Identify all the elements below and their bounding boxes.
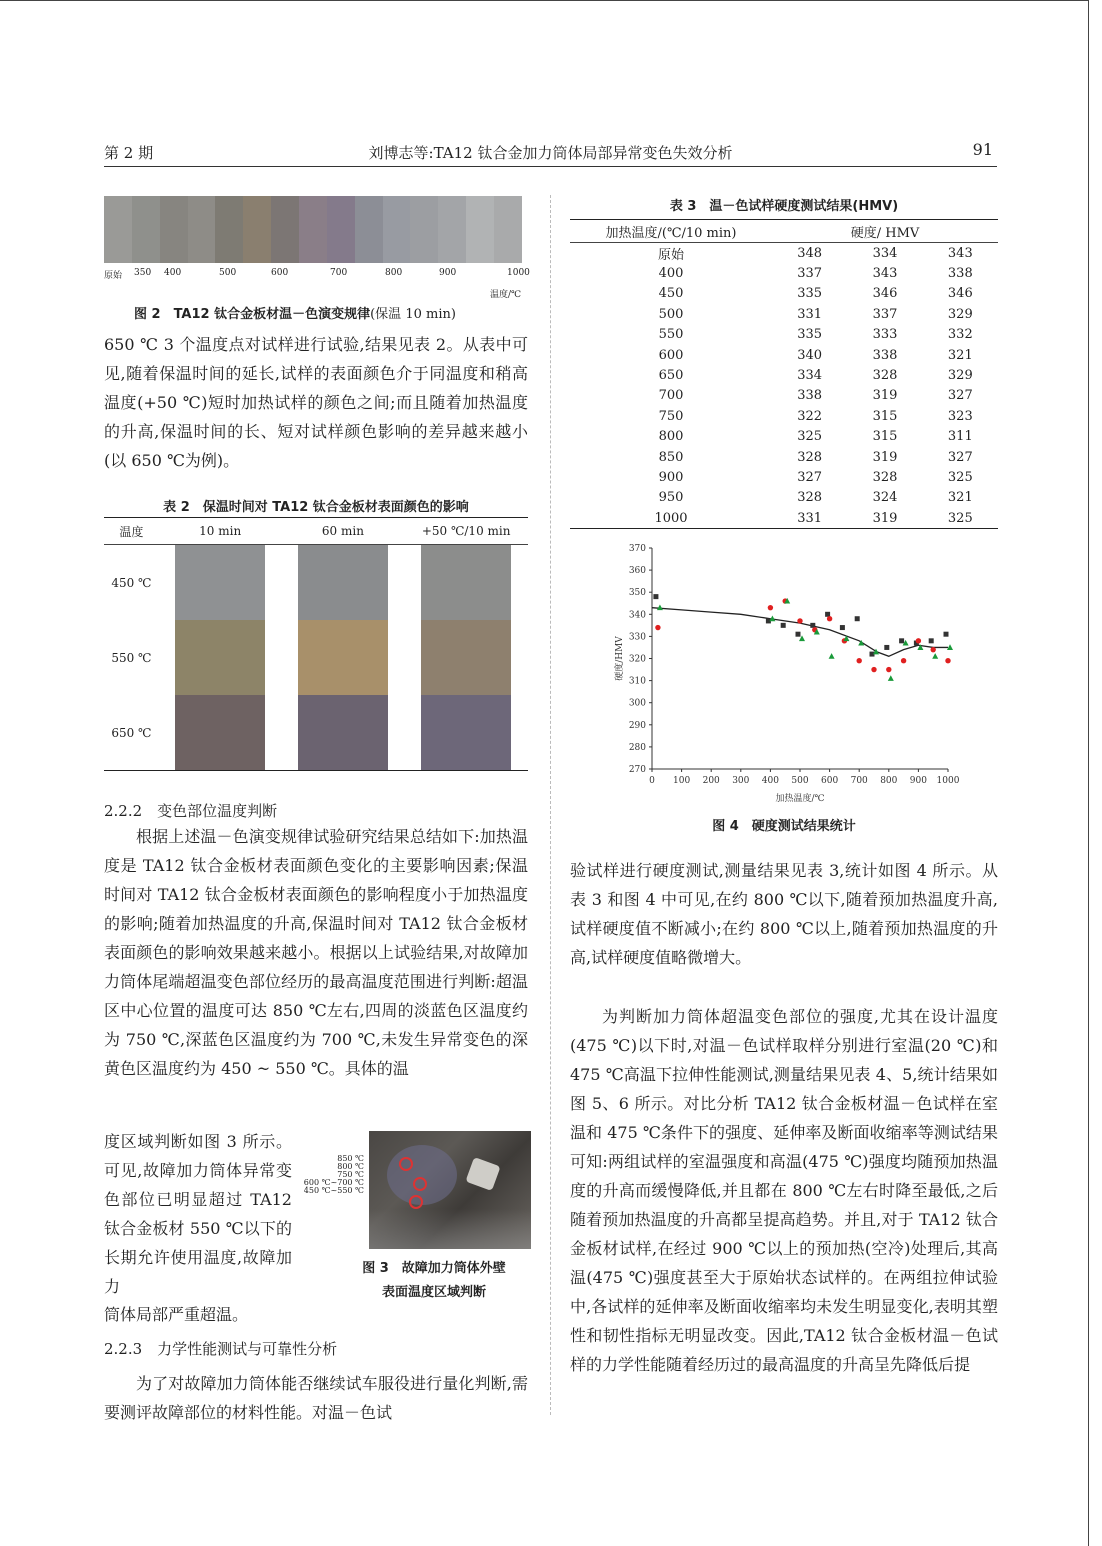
chart-point-circle bbox=[655, 625, 660, 630]
table3-row bbox=[570, 304, 998, 324]
chart-point-triangle bbox=[829, 653, 835, 659]
table2-header: +50 ℃/10 min bbox=[404, 518, 528, 545]
table3-hardness-cell: 331 bbox=[797, 510, 823, 526]
table2-color-sample bbox=[298, 695, 388, 770]
chart-x-tick-label: 200 bbox=[702, 776, 720, 786]
chart-point-square bbox=[929, 638, 934, 643]
chart-y-tick-label: 310 bbox=[628, 676, 646, 687]
chart-y-tick-label: 370 bbox=[628, 544, 646, 554]
table3-temp-cell: 600 bbox=[658, 347, 684, 363]
chart-point-square bbox=[944, 632, 949, 637]
table3-hardness-cell: 333 bbox=[872, 327, 898, 343]
table2-color-sample bbox=[421, 695, 511, 770]
fig2-swatch bbox=[271, 196, 299, 263]
table3-temp-cell: 700 bbox=[658, 388, 684, 404]
fig2-swatch bbox=[188, 196, 216, 263]
table2-temp-cell: 450 ℃ bbox=[111, 575, 152, 590]
table3-row bbox=[570, 467, 998, 487]
fig3-label: 750 ℃ bbox=[337, 1170, 364, 1179]
table3-hardness-cell: 328 bbox=[797, 490, 823, 506]
chart-point-circle bbox=[871, 667, 876, 672]
paragraph-right-1: 验试样进行硬度测试,测量结果见表 3,统计如图 4 所示。从表 3 和图 4 中可见,在约 800 ℃以下,随着预加热温度升高,试样硬度值不断减小;在约 800 ℃以上,随着预加热温度的升高,试样硬度值略微增大。 bbox=[570, 861, 998, 967]
chart-point-triangle bbox=[657, 604, 663, 610]
fig2-axis-label: 800 bbox=[385, 268, 403, 278]
table3-hardness-cell: 328 bbox=[797, 449, 823, 465]
chart-point-square bbox=[899, 638, 904, 643]
table3-row bbox=[570, 243, 998, 264]
table3-hardness-cell: 327 bbox=[797, 469, 823, 485]
table2-sample-cell bbox=[159, 695, 282, 771]
table3-temp-cell: 900 bbox=[658, 469, 684, 485]
fig2-swatch bbox=[327, 196, 355, 263]
table3-hardness-cell: 323 bbox=[947, 408, 973, 424]
table2-sample-cell bbox=[282, 695, 405, 771]
table3-temp-cell: 原始 bbox=[657, 247, 684, 263]
fig2-axis-labels bbox=[104, 268, 528, 282]
table3-row bbox=[570, 427, 998, 447]
table3-temp-cell: 750 bbox=[658, 408, 684, 424]
running-title: 刘博志等:TA12 钛合金加力筒体局部异常变色失效分析 bbox=[368, 144, 733, 162]
fig3-label: 450 ℃~550 ℃ bbox=[303, 1186, 364, 1195]
paragraph-right-2: 为判断加力筒体超温变色部位的强度,尤其在设计温度(475 ℃)以下时,对温－色试样取样分别进行室温(20 ℃)和 475 ℃高温下拉伸性能测试,测量结果见表 4、5,统计结果如图 5、6 所示。对比分析 TA12 钛合金板材温－色试样在室温和 475 ℃条件下的强度、延伸率及断面收缩率等测试结果可知:两组试样的室温强度和高温(475 ℃)强度均随预加热温度的升高而缓慢降低,并且都在 800 ℃左右时降至最低,之后随着预加热温度的升高都呈提高趋势。并且,对于 TA12 钛合金板材试样,在经过 900 ℃以上的预加热(空冷)处理后,其高温(475 ℃)强度甚至大于原始状态试样的。在两组拉伸试验中,各试样的延伸率及断面收缩率均未发生明显变化,表明其塑性和韧性指标无明显改变。因此,TA12 钛合金板材温－色试样的力学性能随着经历过的最高温度的升高呈先降低后提 bbox=[570, 1007, 998, 1374]
section-heading-2-2-3: 2.2.3 力学性能测试与可靠性分析 bbox=[104, 1340, 338, 1358]
table3-hardness-cell: 335 bbox=[797, 286, 823, 302]
table2-row bbox=[104, 695, 528, 771]
chart-point-circle bbox=[945, 658, 950, 663]
chart-point-circle bbox=[827, 616, 832, 621]
fig2-swatch bbox=[466, 196, 494, 263]
chart-x-label: 加热温度/℃ bbox=[775, 794, 825, 804]
fig3-label: 850 ℃ bbox=[337, 1154, 364, 1163]
table3-header-right: 硬度/ HMV bbox=[772, 220, 998, 243]
crop-mark-top bbox=[0, 0, 1088, 1]
table3-caption: 表 3 温－色试样硬度测试结果(HMV) bbox=[669, 199, 899, 214]
table3-temp-cell: 850 bbox=[658, 449, 684, 465]
table3-row bbox=[570, 365, 998, 385]
chart-point-circle bbox=[857, 658, 862, 663]
crop-mark-right bbox=[1088, 0, 1089, 1546]
chart-point-square bbox=[781, 623, 786, 628]
chart-y-tick-label: 270 bbox=[628, 765, 646, 775]
fig3-labels bbox=[298, 1155, 364, 1195]
table2-color-sample bbox=[175, 620, 265, 695]
table2-sample-cell bbox=[404, 620, 528, 695]
fig2-axis-unit: 温度/℃ bbox=[490, 290, 522, 300]
table3-hardness-cell: 315 bbox=[872, 429, 898, 445]
table2-color-sample bbox=[421, 620, 511, 695]
table2-sample-cell bbox=[159, 545, 282, 621]
table3-row bbox=[570, 263, 998, 283]
chart-point-circle bbox=[931, 647, 936, 652]
table3-hardness-cell: 322 bbox=[797, 408, 823, 424]
table3-hardness-cell: 324 bbox=[872, 490, 898, 506]
fig3-caption-line1: 图 3 故障加力筒体外壁 bbox=[362, 1261, 506, 1276]
chart-point-triangle bbox=[888, 675, 894, 681]
table2-temp-cell: 550 ℃ bbox=[111, 650, 152, 665]
table2-sample-cell bbox=[282, 545, 405, 621]
chart-point-square bbox=[796, 632, 801, 637]
table2-sample-cell bbox=[404, 545, 528, 621]
table2-sample-cell bbox=[159, 620, 282, 695]
fig3-photo bbox=[369, 1131, 531, 1249]
table3-hardness-cell: 343 bbox=[947, 245, 973, 261]
fig2-swatch bbox=[438, 196, 466, 263]
running-header bbox=[104, 140, 997, 167]
fig2-swatch bbox=[355, 196, 383, 263]
chart-y-tick-label: 280 bbox=[628, 742, 646, 753]
chart-x-tick-label: 1000 bbox=[936, 776, 960, 786]
chart-x-tick-label: 300 bbox=[732, 776, 750, 786]
table3-row bbox=[570, 406, 998, 426]
chart-y-tick-label: 300 bbox=[628, 698, 646, 709]
fig2-axis-label: 900 bbox=[439, 268, 457, 278]
table3-row bbox=[570, 284, 998, 304]
table2 bbox=[104, 517, 528, 771]
chart-point-circle bbox=[901, 658, 906, 663]
fig2-caption-main: 图 2 TA12 钛合金板材温－色演变规律 bbox=[134, 307, 371, 322]
chart-x-tick-label: 600 bbox=[821, 776, 839, 786]
fig2-color-strip bbox=[104, 196, 522, 263]
fig3-caption-line2: 表面温度区域判断 bbox=[381, 1285, 486, 1300]
table3-header-row bbox=[570, 220, 998, 243]
chart-point-circle bbox=[768, 605, 773, 610]
table2-color-sample bbox=[175, 545, 265, 620]
table3-hardness-cell: 319 bbox=[872, 388, 898, 404]
fig4-hardness-chart bbox=[606, 538, 976, 806]
table3-hardness-cell: 321 bbox=[947, 490, 973, 506]
chart-point-square bbox=[653, 594, 658, 599]
table2-color-sample bbox=[421, 545, 511, 620]
table3-hardness-cell: 325 bbox=[947, 510, 973, 526]
table3-hardness-cell: 332 bbox=[947, 327, 973, 343]
table3-hardness-cell: 338 bbox=[872, 347, 898, 363]
fig2-swatch bbox=[494, 196, 522, 263]
table3-hardness-cell: 321 bbox=[947, 347, 973, 363]
paragraph-table2-intro: 650 ℃ 3 个温度点对试样进行试验,结果见表 2。从表中可见,随着保温时间的延长,试样的表面颜色介于同温度和稍高温度(+50 ℃)短时加热试样的颜色之间;而且随着加热温度的升高,保温时间的长、短对试样颜色影响的差异越来越小(以 650 ℃为例)。 bbox=[104, 335, 528, 470]
table3-hardness-cell: 338 bbox=[947, 266, 973, 282]
table2-sample-cell bbox=[282, 620, 405, 695]
table3-temp-cell: 450 bbox=[658, 286, 684, 302]
fig2-swatch bbox=[104, 196, 132, 263]
table3-hardness-cell: 335 bbox=[797, 327, 823, 343]
table3-hardness-cell: 329 bbox=[947, 306, 973, 322]
table3-hardness-cell: 327 bbox=[947, 388, 973, 404]
table3-hardness-cell: 311 bbox=[947, 429, 973, 445]
table3-hardness-cell: 319 bbox=[872, 510, 898, 526]
table2-header: 10 min bbox=[159, 518, 282, 545]
table2-color-sample bbox=[298, 545, 388, 620]
table3-temp-cell: 650 bbox=[658, 368, 684, 384]
table3-hardness-cell: 328 bbox=[872, 368, 898, 384]
table3-temp-cell: 800 bbox=[658, 429, 684, 445]
table3-row bbox=[570, 325, 998, 345]
table2-color-sample bbox=[175, 695, 265, 770]
table3-hardness-cell: 328 bbox=[872, 469, 898, 485]
table3-row bbox=[570, 447, 998, 467]
table3-hardness-cell: 325 bbox=[947, 469, 973, 485]
fig2-axis-label: 500 bbox=[219, 268, 237, 278]
fig2-caption-paren: (保温 10 min) bbox=[370, 307, 456, 322]
table3-hardness-cell: 343 bbox=[872, 266, 898, 282]
table3-hardness-cell: 337 bbox=[797, 266, 823, 282]
paragraph-wrap-end: 筒体局部严重超温。 bbox=[104, 1305, 249, 1324]
chart-point-square bbox=[855, 616, 860, 621]
table3-hardness-cell: 334 bbox=[872, 245, 898, 261]
table3-hardness-cell: 329 bbox=[947, 368, 973, 384]
section-heading-2-2-2: 2.2.2 变色部位温度判断 bbox=[104, 802, 278, 820]
table2-caption: 表 2 保温时间对 TA12 钛合金板材表面颜色的影响 bbox=[163, 500, 469, 515]
chart-y-tick-label: 360 bbox=[628, 566, 646, 577]
issue-number: 第 2 期 bbox=[104, 144, 154, 162]
fig2-swatch bbox=[160, 196, 188, 263]
fig2-swatch bbox=[410, 196, 438, 263]
chart-x-tick-label: 500 bbox=[791, 776, 809, 786]
chart-point-circle bbox=[916, 638, 921, 643]
fig2-caption bbox=[134, 303, 456, 322]
chart-x-tick-label: 900 bbox=[909, 776, 927, 786]
chart-point-circle bbox=[886, 667, 891, 672]
table3-hardness-cell: 325 bbox=[797, 429, 823, 445]
table2-header: 温度 bbox=[104, 518, 159, 545]
column-divider bbox=[550, 195, 551, 1415]
table2-header: 60 min bbox=[282, 518, 405, 545]
fig4-caption: 图 4 硬度测试结果统计 bbox=[712, 819, 856, 834]
table3-temp-cell: 400 bbox=[658, 266, 684, 282]
table3-hardness-cell: 338 bbox=[797, 388, 823, 404]
table3-hardness-cell: 346 bbox=[947, 286, 973, 302]
fig2-axis-label: 400 bbox=[164, 268, 182, 278]
table3-temp-cell: 550 bbox=[658, 327, 684, 343]
chart-point-triangle bbox=[932, 653, 938, 659]
paragraph-2-2-2: 根据上述温－色演变规律试验研究结果总结如下:加热温度是 TA12 钛合金板材表面颜色变化的主要影响因素;保温时间对 TA12 钛合金板材表面颜色的影响程度小于加热温度的影响;随着加热温度的升高,保温时间对 TA12 钛合金板材表面颜色的影响效果越来越小。根据以上试验结果,对故障加力筒体尾端超温变色部位经历的最高温度范围进行判断:超温区中心位置的温度可达 850 ℃左右,四周的淡蓝色区温度约为 750 ℃,深蓝色区温度约为 700 ℃,未发生异常变色的深黄色区温度约为 450 ~ 550 ℃。具体的温 bbox=[104, 827, 528, 1078]
table2-color-sample bbox=[298, 620, 388, 695]
table2-header-row bbox=[104, 518, 528, 545]
table3-hardness-cell: 331 bbox=[797, 306, 823, 322]
table2-row bbox=[104, 545, 528, 621]
chart-x-tick-label: 100 bbox=[673, 776, 691, 786]
fig2-axis-label: 1000 bbox=[507, 268, 530, 278]
fig2-swatch bbox=[299, 196, 327, 263]
table3-row bbox=[570, 345, 998, 365]
fig2-swatch bbox=[215, 196, 243, 263]
chart-y-tick-label: 340 bbox=[628, 610, 646, 621]
fig3-label: 600 ℃~700 ℃ bbox=[303, 1178, 364, 1187]
fig2-axis-label: 700 bbox=[330, 268, 348, 278]
fig3-label: 800 ℃ bbox=[337, 1162, 364, 1171]
chart-point-circle bbox=[797, 618, 802, 623]
table3-hardness-cell: 340 bbox=[797, 347, 823, 363]
fig2-axis-label: 350 bbox=[134, 268, 152, 278]
chart-y-label: 硬度/HMV bbox=[615, 636, 625, 681]
chart-y-tick-label: 350 bbox=[628, 588, 646, 599]
chart-x-tick-label: 700 bbox=[850, 776, 868, 786]
table3-hardness-cell: 327 bbox=[947, 449, 973, 465]
chart-x-tick-label: 0 bbox=[649, 776, 655, 786]
table3 bbox=[570, 219, 998, 529]
chart-x-tick-label: 400 bbox=[761, 776, 779, 786]
chart-y-tick-label: 320 bbox=[628, 654, 646, 665]
table3-hardness-cell: 315 bbox=[872, 408, 898, 424]
table3-temp-cell: 500 bbox=[658, 306, 684, 322]
table2-temp-cell: 650 ℃ bbox=[111, 725, 152, 740]
chart-point-square bbox=[840, 625, 845, 630]
fig2-swatch bbox=[132, 196, 160, 263]
paragraph-2-2-3: 为了对故障加力筒体能否继续试车服役进行量化判断,需要测评故障部位的材料性能。对温－色试 bbox=[104, 1374, 528, 1422]
table3-hardness-cell: 348 bbox=[797, 245, 823, 261]
table3-hardness-cell: 334 bbox=[797, 368, 823, 384]
chart-y-tick-label: 290 bbox=[628, 720, 646, 731]
table3-hardness-cell: 346 bbox=[872, 286, 898, 302]
table3-hardness-cell: 319 bbox=[872, 449, 898, 465]
chart-point-square bbox=[884, 645, 889, 650]
fig2-swatch bbox=[243, 196, 271, 263]
table3-temp-cell: 950 bbox=[658, 490, 684, 506]
fig2-swatch bbox=[383, 196, 411, 263]
chart-x-tick-label: 800 bbox=[880, 776, 898, 786]
table3-row bbox=[570, 508, 998, 529]
table2-sample-cell bbox=[404, 695, 528, 771]
chart-y-tick-label: 330 bbox=[628, 632, 646, 643]
table2-row bbox=[104, 620, 528, 695]
table3-header-left: 加热温度/(℃/10 min) bbox=[570, 220, 772, 243]
page-number: 91 bbox=[972, 140, 993, 159]
paragraph-wrap-fig3: 度区域判断如图 3 所示。可见,故障加力筒体异常变色部位已明显超过 TA12 钛合金板材 550 ℃以下的长期允许使用温度,故障加力 bbox=[104, 1132, 292, 1296]
table3-temp-cell: 1000 bbox=[654, 510, 688, 526]
fig2-axis-label: 原始 bbox=[104, 271, 123, 281]
fig2-axis-label: 600 bbox=[271, 268, 289, 278]
table3-row bbox=[570, 386, 998, 406]
table3-hardness-cell: 337 bbox=[872, 306, 898, 322]
table3-row bbox=[570, 488, 998, 508]
